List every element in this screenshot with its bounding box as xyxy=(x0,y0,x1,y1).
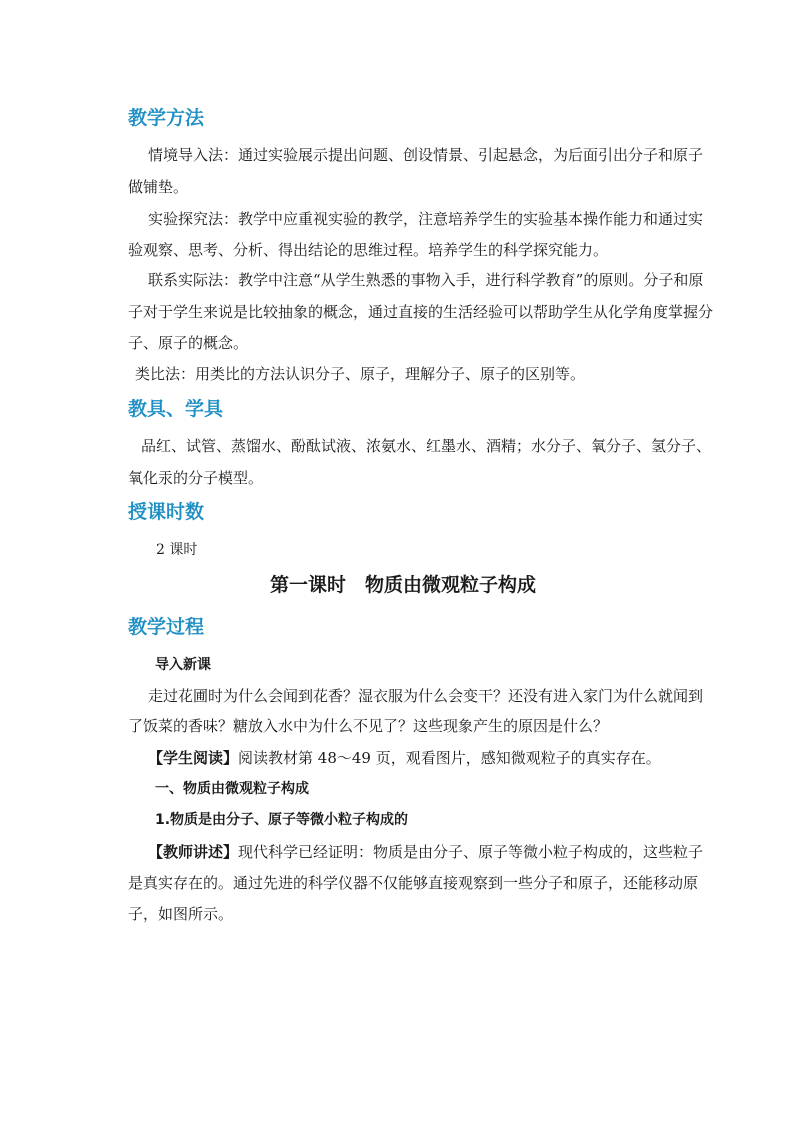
intro-line-2: 了饭菜的香味？糖放入水中为什么不见了？这些现象产生的原因是什么？ xyxy=(128,717,609,735)
intro-label: 导入新课 xyxy=(155,657,211,673)
teacher-paragraph-line-1 xyxy=(148,842,703,862)
section-heading-tools: 教具、学具 xyxy=(128,398,224,420)
teacher-text: 现代科学已经证明：物质是由分子、原子等微小粒子构成的，这些粒子 xyxy=(238,843,704,861)
methods-line-7: 子、原子的概念。 xyxy=(128,334,249,352)
methods-line-4: 验观察、思考、分析、得出结论的思维过程。培养学生的科学探究能力。 xyxy=(128,241,609,259)
section-heading-hours: 授课时数 xyxy=(128,501,205,523)
teacher-line-3: 子，如图所示。 xyxy=(128,905,234,923)
teacher-term: 【教师讲述】 xyxy=(148,843,239,861)
intro-line-1: 走过花圃时为什么会闻到花香？湿衣服为什么会变干？还没有进入家门为什么就闻到 xyxy=(148,687,704,705)
methods-line-2: 做铺垫。 xyxy=(128,178,189,196)
subheading-1: 一、物质由微观粒子构成 xyxy=(155,781,309,797)
section-heading-process: 教学过程 xyxy=(128,616,205,638)
section-heading-methods: 教学方法 xyxy=(128,107,205,129)
methods-line-6: 子对于学生来说是比较抽象的概念，通过直接的生活经验可以帮助学生从化学角度掌握分 xyxy=(128,303,714,321)
lesson-title: 第一课时 物质由微观粒子构成 xyxy=(269,574,536,596)
tools-line-2: 氧化汞的分子模型。 xyxy=(128,469,264,487)
methods-line-8: 类比法：用类比的方法认识分子、原子，理解分子、原子的区别等。 xyxy=(135,365,586,383)
hours-value: 2 课时 xyxy=(156,542,198,558)
reading-paragraph xyxy=(148,748,661,768)
subheading-2: 1.物质是由分子、原子等微小粒子构成的 xyxy=(155,812,409,828)
reading-text: 阅读教材第 48～49 页，观看图片，感知微观粒子的真实存在。 xyxy=(238,749,661,767)
teacher-line-2: 是真实存在的。通过先进的科学仪器不仅能够直接观察到一些分子和原子，还能移动原 xyxy=(128,874,699,892)
tools-line-1: 品红、试管、蒸馏水、酚酞试液、浓氨水、红墨水、酒精；水分子、氧分子、氢分子、 xyxy=(141,437,712,455)
reading-term: 【学生阅读】 xyxy=(148,749,239,767)
methods-line-3: 实验探究法：教学中应重视实验的教学，注意培养学生的实验基本操作能力和通过实 xyxy=(148,210,704,228)
methods-line-5: 联系实际法：教学中注意“从学生熟悉的事物入手，进行科学教育”的原则。分子和原 xyxy=(148,271,704,289)
methods-line-1: 情境导入法：通过实验展示提出问题、创设情景、引起悬念，为后面引出分子和原子 xyxy=(148,146,704,164)
